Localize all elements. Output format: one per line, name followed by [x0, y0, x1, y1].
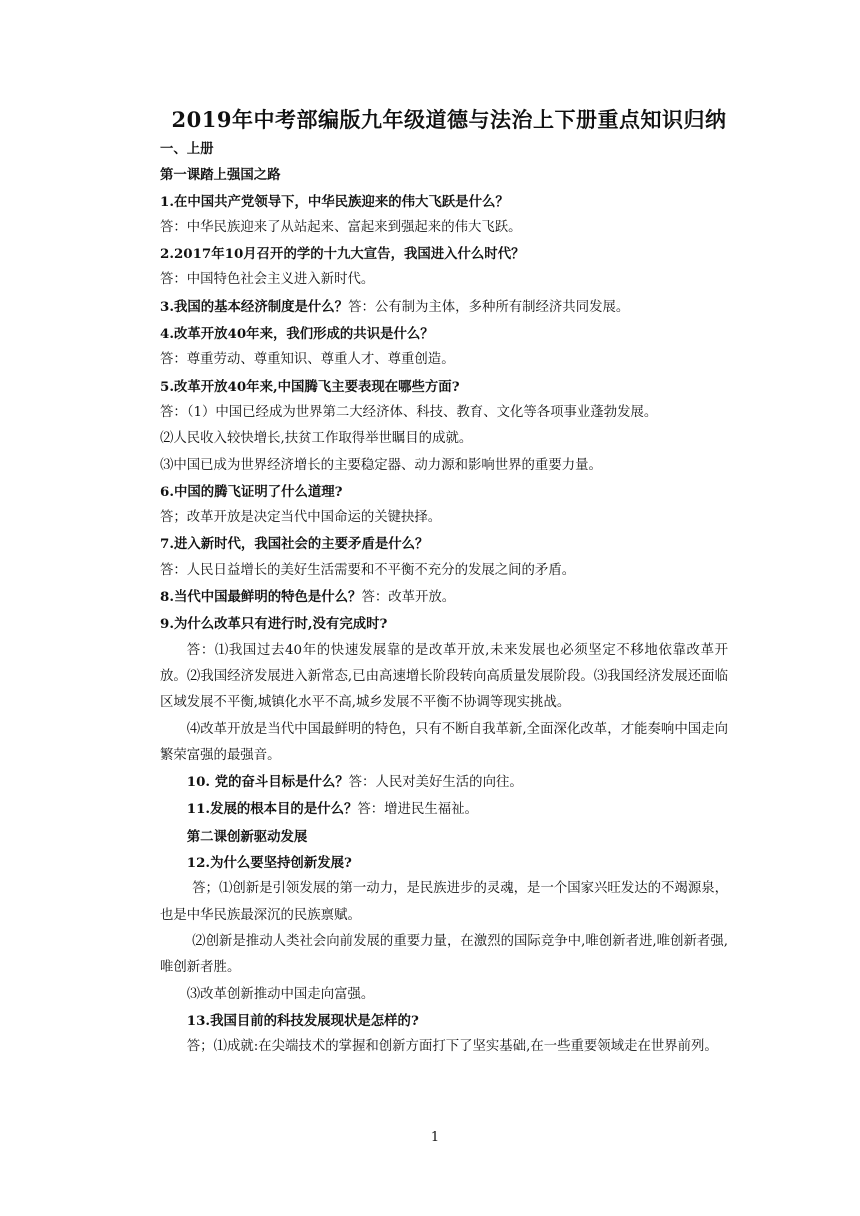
answer: ⑵人民收入较快增长,扶贫工作取得举世瞩目的成就。 [160, 431, 473, 447]
answer: 答；改革开放是决定当代中国命运的关键抉择。 [160, 510, 442, 526]
question: 5.改革开放40年来,中国腾飞主要表现在哪些方面? [160, 378, 460, 395]
question: 10. 党的奋斗目标是什么？ [186, 774, 349, 791]
answer: 答：⑴我国过去40年的快速发展靠的是改革开放,未来发展也必须坚定不移地依靠改革开放。⑵我国经济发展进入新常态,已由高速增长阶段转向高质量发展阶段。⑶我国经济发展还面临区域发展不平衡,城镇化水平不高,城乡发展不平衡不协调等现实挑战。 [160, 642, 728, 711]
answer: 答：人民日益增长的美好生活需要和不平衡不充分的发展之间的矛盾。 [160, 562, 576, 578]
question: 12.为什么要坚持创新发展? [186, 855, 352, 872]
qa-line [160, 294, 728, 321]
lesson-heading: 第二课创新驱动发展 [186, 828, 308, 845]
question: 11.发展的根本目的是什么？ [186, 801, 358, 818]
answer: 答：增进民生福祉。 [357, 802, 478, 818]
question: 1.在中国共产党领导下，中华民族迎来的伟大飞跃是什么？ [160, 193, 509, 210]
answer: 答；⑴创新是引领发展的第一动力，是民族进步的灵魂，是一个国家兴旺发达的不竭源泉，也是中华民族最深沉的民族禀赋。 [160, 881, 728, 923]
answer: ⑵创新是推动人类社会向前发展的重要力量，在激烈的国际竞争中,唯创新者进,唯创新者强,唯创新者胜。 [160, 933, 728, 976]
question: 2.2017年10月召开的学的十九大宣告，我国进入什么时代？ [160, 246, 525, 263]
answer: 答；⑴成就:在尖端技术的掌握和创新方面打下了坚实基础,在一些重要领域走在世界前列。 [186, 1039, 718, 1055]
part-heading: 一、上册 [160, 141, 214, 157]
question: 4.改革开放40年来，我们形成的共识是什么？ [160, 326, 434, 343]
answer: 答：改革开放。 [361, 590, 456, 606]
qa-line [160, 796, 728, 823]
question: 8.当代中国最鲜明的特色是什么？ [160, 589, 362, 606]
question: 9.为什么改革只有进行时,没有完成时? [160, 616, 388, 633]
answer: 答：尊重劳动、尊重知识、尊重人才、尊重创造。 [160, 352, 455, 368]
answer: 答：人民对美好生活的向往。 [348, 775, 523, 791]
question: 13.我国目前的科技发展现状是怎样的? [186, 1012, 419, 1029]
document-title: 2019年中考部编版九年级道德与法治上下册重点知识归纳 [171, 107, 727, 132]
qa-line [160, 584, 728, 611]
answer: 答：公有制为主体，多种所有制经济共同发展。 [348, 299, 630, 315]
question: 3.我国的基本经济制度是什么？ [160, 298, 349, 315]
document-body [160, 136, 728, 1060]
answer: 答：中国特色社会主义进入新时代。 [160, 272, 375, 288]
question: 7.进入新时代，我国社会的主要矛盾是什么？ [160, 536, 429, 553]
qa-line [160, 769, 728, 796]
answer: ⑶改革创新推动中国走向富强。 [186, 986, 375, 1002]
answer: 答：（1）中国已经成为世界第二大经济体、科技、教育、文化等各项事业蓬勃发展。 [160, 404, 658, 420]
lesson-heading: 第一课踏上强国之路 [160, 167, 281, 184]
answer: 答：中华民族迎来了从站起来、富起来到强起来的伟大飞跃。 [160, 219, 522, 235]
answer: ⑷改革开放是当代中国最鲜明的特色，只有不断自我革新,全面深化改革，才能奏响中国走向繁荣富强的最强音。 [160, 721, 728, 763]
page-number: 1 [430, 1130, 440, 1145]
answer: ⑶中国已成为世界经济增长的主要稳定器、动力源和影响世界的重要力量。 [160, 457, 602, 473]
question: 6.中国的腾飞证明了什么道理? [160, 483, 343, 500]
